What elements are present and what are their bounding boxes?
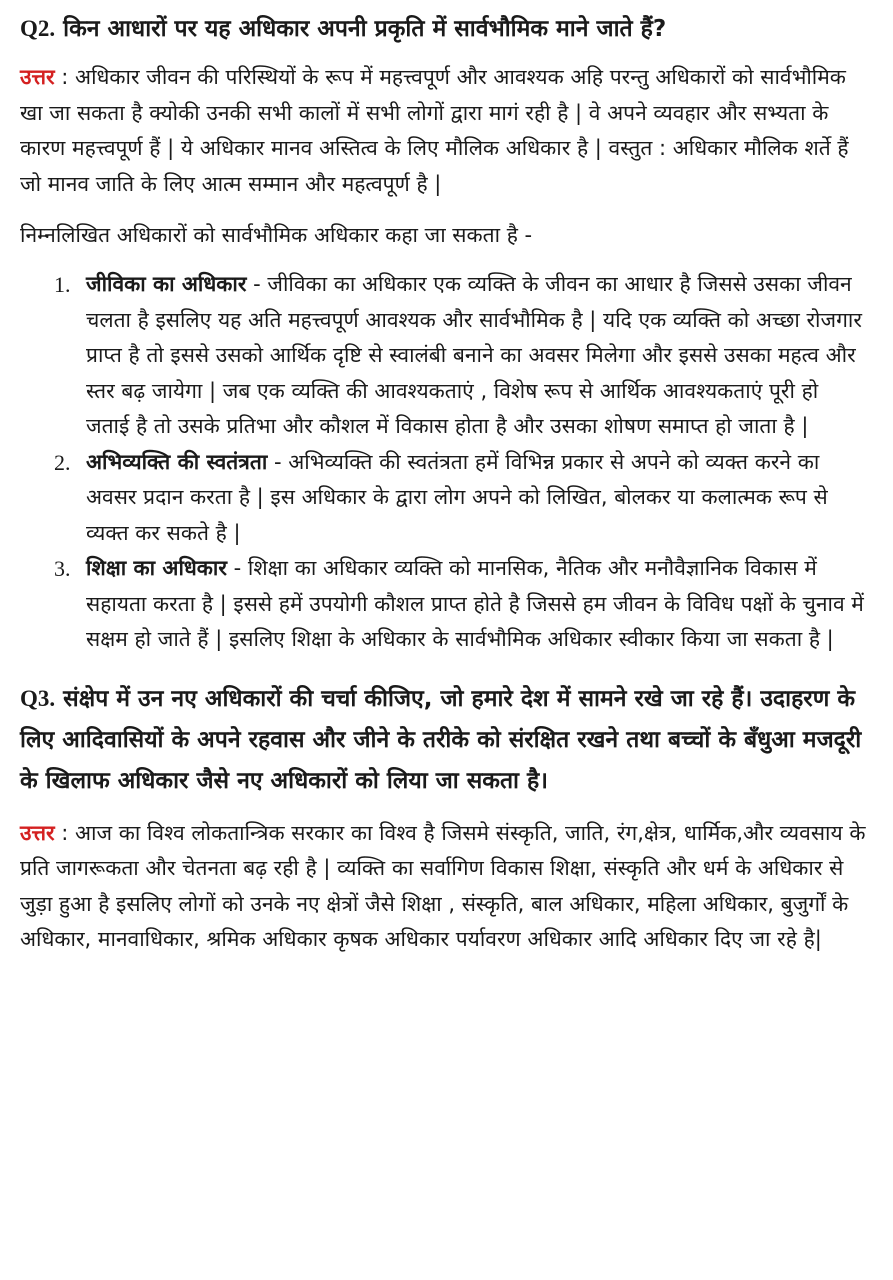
rights-item-title: अभिव्यक्ति की स्वतंत्रता bbox=[86, 449, 268, 474]
question-3 bbox=[20, 678, 867, 802]
rights-item-body bbox=[86, 551, 867, 658]
rights-item-title: शिक्षा का अधिकार bbox=[86, 556, 227, 580]
rights-list bbox=[20, 267, 867, 658]
rights-item-expression bbox=[54, 445, 867, 552]
rights-item-body bbox=[86, 267, 867, 445]
rights-item-number: 3. bbox=[54, 556, 71, 581]
rights-item-education bbox=[54, 551, 867, 658]
question-3-text: संक्षेप में उन नए अधिकारों की चर्चा कीजिए, जो हमारे देश में सामने रखे जा रहे हैं। उदाहरण के लिए आदिवासियों के अपने रहवास और जीने के तरीके को संरक्षित रखने तथा बच्चों के बँधुआ मजदूरी के खिलाफ अधिकार जैसे नए अधिकारों को लिया जा सकता है। bbox=[20, 685, 862, 794]
rights-intro: निम्नलिखित अधिकारों को सार्वभौमिक अधिकार कहा जा सकता है - bbox=[20, 223, 533, 247]
rights-item-text: - अभिव्यक्ति की स्वतंत्रता हमें विभिन्न प्रकार से अपने को व्यक्त करने का अवसर प्रदान करता है | इस अधिकार के द्वारा लोग अपने को लिखित, बोलकर या कलात्मक रूप से व्यक्त कर सकते है | bbox=[86, 449, 828, 545]
answer-2-text: : अधिकार जीवन की परिस्थियों के रूप में महत्त्वपूर्ण और आवश्यक अहि परन्तु अधिकारों को सार्वभौमिक खा जा सकता है क्योकी उनकी सभी कालों में सभी लोगों द्वारा मागं रही है | वे अपने व्यवहार और सभ्यता के कारण महत्त्वपूर्ण हैं | ये अधिकार मानव अस्तित्व के लिए मौलिक अधिकार है | वस्तुत : अधिकार मौलिक शर्ते हैं जो मानव जाति के लिए आत्म सम्मान और महत्वपूर्ण है | bbox=[20, 65, 849, 196]
rights-item-title: जीविका का अधिकार bbox=[86, 272, 247, 296]
rights-item-number: 1. bbox=[54, 272, 71, 297]
rights-item-livelihood bbox=[54, 267, 867, 445]
rights-item-number: 2. bbox=[54, 449, 71, 475]
answer-3-label: उत्तर bbox=[20, 820, 55, 845]
rights-item-text: - जीविका का अधिकार एक व्यक्ति के जीवन का आधार है जिससे उसका जीवन चलता है इसलिए यह अति महत्त्वपूर्ण आवश्यक और सार्वभौमिक है | यदि एक व्यक्ति को अच्छा रोजगार प्राप्त है तो इससे उसको आर्थिक दृष्टि से स्वालंबी बनाने का अवसर मिलेगा और इससे उसका महत्व और स्तर बढ़ जायेगा | जब एक व्यक्ति की आवश्यकताएं , विशेष रूप से आर्थिक आवश्यकताएं पूरी हो जताई है तो उसके प्रतिभा और कौशल में विकास होता है और उसका शोषण समाप्त हो जाता है | bbox=[86, 272, 862, 438]
answer-2-label: उत्तर bbox=[20, 65, 55, 89]
answer-2 bbox=[20, 60, 867, 202]
answer-3 bbox=[20, 816, 867, 958]
rights-item-text: - शिक्षा का अधिकार व्यक्ति को मानसिक, नैतिक और मनौवैज्ञानिक विकास में सहायता करता है | इससे हमें उपयोगी कौशल प्राप्त होते है जिससे हम जीवन के विविध पक्षों के चुनाव में सक्षम हो जाते हैं | इसलिए शिक्षा के अधिकार के सार्वभौमिक अधिकार स्वीकार किया जा सकता है | bbox=[86, 556, 864, 651]
answer-3-text: : आज का विश्व लोकतान्त्रिक सरकार का विश्व है जिसमे संस्कृति, जाति, रंग,क्षेत्र, धार्मिक,और व्यवसाय के प्रति जागरूकता और चेतनता बढ़ रही है | व्यक्ति का सर्वागिण विकास शिक्षा, संस्कृति और धर्म के अधिकार से जुड़ा हुआ है इसलिए लोगों को उनके नए क्षेत्रों जैसे शिक्षा , संस्कृति, बाल अधिकार, महिला अधिकार, बुजुर्गों के अधिकार, मानवाधिकार, श्रमिक अधिकार कृषक अधिकार पर्यावरण अधिकार आदि अधिकार दिए जा रहे है| bbox=[20, 820, 866, 951]
question-2-text: किन आधारों पर यह अधिकार अपनी प्रकृति में सार्वभौमिक माने जाते हैं? bbox=[63, 16, 667, 42]
question-2-number: Q2. bbox=[20, 16, 56, 41]
question-3-number: Q3. bbox=[20, 685, 56, 711]
rights-item-body bbox=[86, 445, 867, 552]
question-2 bbox=[20, 8, 867, 50]
